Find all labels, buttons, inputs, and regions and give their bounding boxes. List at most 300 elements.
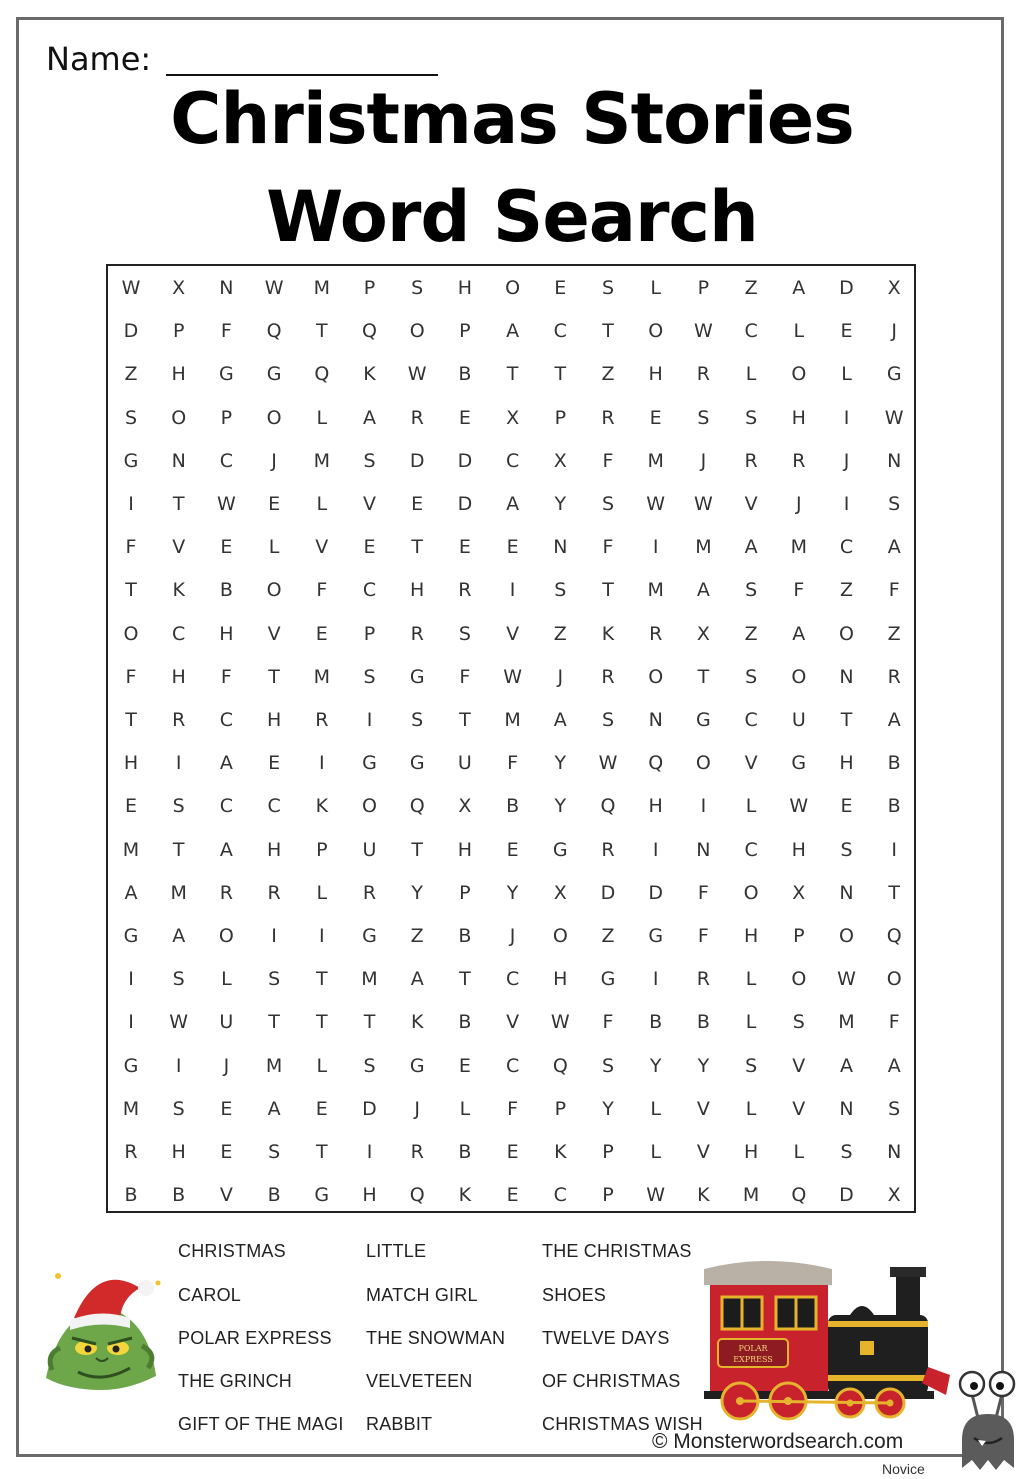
grid-letter[interactable]: A	[219, 752, 233, 775]
grid-letter[interactable]: M	[122, 838, 140, 861]
grid-letter[interactable]: Z	[553, 622, 567, 645]
grid-letter[interactable]: L	[650, 1141, 661, 1163]
grid-letter[interactable]: B	[696, 1011, 710, 1034]
grid-letter[interactable]: F	[316, 579, 328, 602]
grid-letter[interactable]: I	[366, 709, 373, 731]
grid-letter[interactable]: S	[601, 709, 615, 731]
grid-letter[interactable]: N	[696, 838, 711, 861]
grid-letter[interactable]: A	[363, 406, 376, 429]
grid-letter[interactable]: V	[792, 1097, 806, 1120]
grid-letter[interactable]: E	[554, 277, 567, 299]
grid-letter[interactable]: I	[509, 579, 516, 602]
grid-letter[interactable]: B	[649, 1011, 663, 1034]
grid-letter[interactable]: M	[361, 968, 378, 991]
grid-letter[interactable]: G	[123, 449, 139, 472]
grid-letter[interactable]: K	[315, 795, 329, 818]
grid-letter[interactable]: M	[647, 449, 664, 472]
grid-letter[interactable]: U	[362, 838, 377, 861]
grid-letter[interactable]: E	[840, 795, 853, 818]
grid-letter[interactable]: A	[792, 622, 806, 645]
grid-letter[interactable]: M	[170, 881, 187, 904]
grid-letter[interactable]: S	[601, 1054, 615, 1077]
grid-letter[interactable]: I	[128, 1011, 134, 1034]
grid-letter[interactable]: P	[602, 1184, 614, 1207]
grid-letter[interactable]: F	[793, 579, 805, 602]
grid-letter[interactable]: R	[124, 1141, 138, 1163]
grid-letter[interactable]: L	[316, 406, 328, 429]
grid-letter[interactable]: W	[503, 665, 522, 688]
grid-letter[interactable]: E	[458, 406, 471, 429]
grid-letter[interactable]: Z	[839, 579, 854, 602]
grid-letter[interactable]: H	[266, 709, 282, 731]
grid-letter[interactable]: S	[601, 277, 615, 299]
grid-letter[interactable]: H	[266, 838, 282, 861]
grid-letter[interactable]: S	[601, 493, 615, 515]
grid-letter[interactable]: G	[266, 363, 282, 386]
grid-letter[interactable]: B	[887, 752, 901, 775]
grid-letter[interactable]: Q	[314, 363, 330, 386]
grid-letter[interactable]: H	[171, 1141, 186, 1163]
grid-letter[interactable]: J	[271, 449, 277, 472]
grid-letter[interactable]: U	[457, 752, 472, 775]
grid-letter[interactable]: U	[219, 1011, 234, 1034]
grid-letter[interactable]: B	[267, 1184, 281, 1207]
grid-letter[interactable]: M	[838, 1011, 855, 1034]
grid-letter[interactable]: S	[268, 1141, 281, 1163]
grid-letter[interactable]: A	[410, 968, 424, 991]
grid-letter[interactable]: N	[553, 536, 568, 559]
grid-letter[interactable]: F	[459, 665, 471, 688]
grid-letter[interactable]: R	[410, 622, 424, 645]
grid-letter[interactable]: H	[123, 752, 139, 775]
grid-letter[interactable]: F	[697, 881, 709, 904]
grid-letter[interactable]: F	[697, 925, 709, 947]
grid-letter[interactable]: R	[172, 709, 186, 731]
grid-letter[interactable]: T	[840, 709, 853, 731]
grid-letter[interactable]: S	[411, 277, 424, 299]
grid-letter[interactable]: P	[697, 277, 710, 299]
grid-letter[interactable]: O	[552, 925, 568, 947]
grid-letter[interactable]: E	[220, 536, 233, 559]
grid-letter[interactable]: E	[458, 1054, 471, 1077]
grid-letter[interactable]: F	[602, 449, 614, 472]
grid-letter[interactable]: O	[743, 881, 759, 904]
grid-letter[interactable]: L	[316, 493, 328, 515]
grid-letter[interactable]: N	[887, 449, 902, 472]
grid-letter[interactable]: A	[267, 1097, 281, 1120]
grid-letter[interactable]: Q	[886, 925, 902, 947]
grid-letter[interactable]: N	[839, 665, 854, 688]
grid-letter[interactable]: E	[649, 406, 662, 429]
grid-letter[interactable]: V	[315, 536, 329, 559]
grid-letter[interactable]: X	[553, 881, 567, 904]
grid-letter[interactable]: P	[554, 1097, 567, 1120]
grid-letter[interactable]: L	[745, 1011, 757, 1034]
grid-letter[interactable]: P	[793, 925, 805, 947]
grid-letter[interactable]: T	[411, 838, 423, 861]
grid-letter[interactable]: E	[315, 1097, 328, 1120]
grid-letter[interactable]: F	[125, 536, 137, 559]
grid-letter[interactable]: B	[172, 1184, 186, 1207]
grid-letter[interactable]: G	[552, 838, 568, 861]
grid-letter[interactable]: Q	[266, 320, 282, 343]
grid-letter[interactable]: D	[409, 449, 425, 472]
grid-letter[interactable]: T	[697, 665, 710, 688]
grid-letter[interactable]: A	[792, 277, 806, 299]
grid-letter[interactable]: S	[172, 968, 185, 991]
grid-letter[interactable]: M	[265, 1054, 283, 1077]
grid-letter[interactable]: O	[505, 277, 521, 299]
grid-letter[interactable]: L	[316, 881, 328, 904]
grid-letter[interactable]: W	[884, 406, 904, 429]
grid-letter[interactable]: D	[648, 881, 663, 904]
grid-letter[interactable]: R	[696, 363, 710, 386]
grid-letter[interactable]: C	[744, 320, 758, 343]
grid-letter[interactable]: A	[219, 838, 233, 861]
grid-letter[interactable]: R	[601, 838, 615, 861]
grid-letter[interactable]: S	[888, 493, 901, 515]
grid-letter[interactable]: E	[506, 536, 519, 559]
grid-letter[interactable]: D	[362, 1097, 377, 1120]
grid-letter[interactable]: T	[315, 320, 328, 343]
grid-letter[interactable]: S	[840, 838, 853, 861]
grid-letter[interactable]: W	[598, 752, 618, 775]
grid-letter[interactable]: O	[218, 925, 234, 947]
grid-letter[interactable]: L	[745, 795, 757, 818]
grid-letter[interactable]: C	[744, 709, 758, 731]
grid-letter[interactable]: A	[124, 881, 138, 904]
grid-letter[interactable]: T	[125, 709, 137, 731]
grid-letter[interactable]: Q	[409, 1184, 425, 1207]
grid-letter[interactable]: O	[791, 363, 807, 386]
grid-letter[interactable]: H	[171, 665, 186, 688]
grid-letter[interactable]: H	[743, 1141, 759, 1163]
grid-letter[interactable]: Y	[554, 493, 567, 515]
grid-letter[interactable]: M	[313, 277, 330, 299]
grid-letter[interactable]: V	[219, 1184, 233, 1207]
grid-letter[interactable]: E	[315, 622, 328, 645]
grid-letter[interactable]: X	[792, 881, 806, 904]
grid-letter[interactable]: A	[172, 925, 186, 947]
grid-letter[interactable]: M	[790, 536, 807, 559]
grid-letter[interactable]: R	[649, 622, 663, 645]
grid-letter[interactable]: P	[554, 406, 567, 429]
grid-letter[interactable]: I	[128, 968, 134, 991]
grid-letter[interactable]: C	[362, 579, 377, 602]
grid-letter[interactable]: B	[458, 363, 472, 386]
grid-letter[interactable]: G	[600, 968, 616, 991]
grid-letter[interactable]: O	[266, 579, 282, 602]
grid-letter[interactable]: T	[172, 838, 185, 861]
grid-letter[interactable]: S	[172, 795, 185, 818]
grid-letter[interactable]: P	[172, 320, 185, 343]
grid-letter[interactable]: G	[409, 1054, 425, 1077]
grid-letter[interactable]: Z	[410, 925, 424, 947]
grid-letter[interactable]: S	[363, 1054, 376, 1077]
grid-letter[interactable]: A	[840, 1054, 853, 1077]
grid-letter[interactable]: T	[888, 881, 900, 904]
grid-letter[interactable]: I	[700, 795, 707, 818]
grid-letter[interactable]: H	[171, 363, 186, 386]
grid-letter[interactable]: E	[840, 320, 853, 343]
grid-letter[interactable]: C	[505, 968, 520, 991]
grid-letter[interactable]: H	[648, 795, 663, 818]
grid-letter[interactable]: I	[175, 752, 182, 775]
grid-letter[interactable]: H	[410, 579, 425, 602]
grid-letter[interactable]: V	[744, 493, 758, 515]
grid-letter[interactable]: E	[268, 752, 281, 775]
grid-letter[interactable]: T	[125, 579, 137, 602]
grid-letter[interactable]: H	[219, 622, 234, 645]
grid-letter[interactable]: V	[792, 1054, 806, 1077]
grid-letter[interactable]: C	[172, 622, 186, 645]
grid-letter[interactable]: O	[791, 665, 807, 688]
grid-letter[interactable]: K	[458, 1184, 472, 1207]
grid-letter[interactable]: S	[745, 406, 758, 429]
grid-letter[interactable]: R	[410, 1141, 424, 1163]
grid-letter[interactable]: M	[742, 1184, 760, 1207]
grid-letter[interactable]: N	[839, 1097, 854, 1120]
grid-letter[interactable]: S	[792, 1011, 805, 1034]
grid-letter[interactable]: C	[219, 795, 234, 818]
grid-letter[interactable]: B	[506, 795, 520, 818]
grid-letter[interactable]: A	[887, 1054, 901, 1077]
grid-letter[interactable]: R	[887, 665, 901, 688]
grid-letter[interactable]: F	[602, 536, 614, 559]
grid-letter[interactable]: F	[125, 665, 137, 688]
grid-letter[interactable]: G	[362, 752, 377, 775]
grid-letter[interactable]: L	[268, 536, 280, 559]
grid-letter[interactable]: Q	[648, 752, 664, 775]
grid-letter[interactable]: R	[267, 881, 281, 904]
grid-letter[interactable]: S	[411, 709, 424, 731]
grid-letter[interactable]: G	[886, 363, 902, 386]
grid-letter[interactable]: X	[553, 449, 567, 472]
grid-letter[interactable]: U	[791, 709, 806, 731]
grid-letter[interactable]: M	[313, 449, 330, 472]
grid-letter[interactable]: T	[554, 363, 567, 386]
grid-letter[interactable]: K	[172, 579, 185, 602]
grid-letter[interactable]: W	[646, 493, 666, 515]
grid-letter[interactable]: H	[743, 925, 759, 947]
grid-letter[interactable]: C	[553, 1184, 567, 1207]
name-line[interactable]	[166, 74, 438, 76]
grid-letter[interactable]: X	[887, 1184, 901, 1207]
grid-letter[interactable]: R	[601, 665, 615, 688]
grid-letter[interactable]: B	[458, 925, 472, 947]
grid-letter[interactable]: W	[646, 1184, 666, 1207]
grid-letter[interactable]: H	[839, 752, 854, 775]
grid-letter[interactable]: R	[410, 406, 424, 429]
grid-letter[interactable]: F	[602, 1011, 614, 1034]
grid-letter[interactable]: S	[268, 968, 281, 991]
grid-letter[interactable]: J	[700, 449, 707, 472]
grid-letter[interactable]: Q	[791, 1184, 807, 1207]
grid-letter[interactable]: G	[409, 752, 425, 775]
grid-letter[interactable]: W	[550, 1011, 570, 1034]
grid-letter[interactable]: C	[219, 449, 234, 472]
grid-letter[interactable]: P	[363, 277, 376, 299]
grid-letter[interactable]: S	[745, 1054, 758, 1077]
grid-letter[interactable]: E	[268, 493, 281, 515]
grid-letter[interactable]: S	[458, 622, 471, 645]
grid-letter[interactable]: I	[652, 968, 659, 991]
grid-letter[interactable]: I	[652, 536, 659, 559]
grid-letter[interactable]: Q	[362, 320, 377, 343]
grid-letter[interactable]: T	[459, 709, 471, 731]
grid-letter[interactable]: A	[506, 320, 520, 343]
grid-letter[interactable]: O	[839, 622, 854, 645]
grid-letter[interactable]: D	[457, 493, 473, 515]
grid-letter[interactable]: A	[887, 709, 901, 731]
grid-letter[interactable]: E	[506, 838, 519, 861]
grid-letter[interactable]: E	[220, 1141, 233, 1163]
grid-letter[interactable]: N	[648, 709, 663, 731]
grid-letter[interactable]: Y	[554, 795, 567, 818]
grid-letter[interactable]: X	[172, 277, 186, 299]
grid-letter[interactable]: Y	[506, 881, 519, 904]
grid-letter[interactable]: F	[220, 320, 232, 343]
grid-letter[interactable]: W	[121, 277, 141, 299]
grid-letter[interactable]: R	[458, 579, 472, 602]
grid-letter[interactable]: H	[791, 406, 806, 429]
grid-letter[interactable]: T	[602, 320, 614, 343]
grid-letter[interactable]: H	[791, 838, 806, 861]
grid-letter[interactable]: L	[650, 1097, 661, 1120]
grid-letter[interactable]: E	[220, 1097, 233, 1120]
grid-letter[interactable]: G	[696, 709, 711, 731]
grid-letter[interactable]: O	[266, 406, 282, 429]
grid-letter[interactable]: G	[409, 665, 425, 688]
grid-letter[interactable]: D	[839, 277, 854, 299]
grid-letter[interactable]: T	[459, 968, 471, 991]
grid-letter[interactable]: W	[693, 493, 713, 515]
grid-letter[interactable]: I	[318, 752, 325, 775]
grid-letter[interactable]: N	[839, 881, 854, 904]
grid-letter[interactable]: L	[745, 968, 757, 991]
grid-letter[interactable]: J	[795, 493, 802, 515]
grid-letter[interactable]: K	[410, 1011, 424, 1034]
grid-letter[interactable]: T	[315, 1141, 328, 1163]
grid-letter[interactable]: Y	[697, 1054, 710, 1077]
grid-letter[interactable]: A	[506, 493, 520, 515]
grid-letter[interactable]: I	[891, 838, 897, 861]
grid-letter[interactable]: C	[553, 320, 567, 343]
grid-letter[interactable]: C	[505, 1054, 520, 1077]
grid-letter[interactable]: R	[315, 709, 329, 731]
grid-letter[interactable]: N	[171, 449, 186, 472]
grid-letter[interactable]: O	[886, 968, 902, 991]
grid-letter[interactable]: T	[602, 579, 614, 602]
grid-letter[interactable]: S	[840, 1141, 853, 1163]
grid-letter[interactable]: P	[602, 1141, 614, 1163]
grid-letter[interactable]: L	[793, 1141, 805, 1163]
grid-letter[interactable]: Z	[601, 363, 615, 386]
grid-letter[interactable]: S	[697, 406, 710, 429]
grid-letter[interactable]: F	[507, 1097, 519, 1120]
grid-letter[interactable]: B	[458, 1011, 472, 1034]
grid-letter[interactable]: M	[695, 536, 712, 559]
grid-letter[interactable]: M	[504, 709, 521, 731]
grid-letter[interactable]: E	[506, 1141, 519, 1163]
grid-letter[interactable]: T	[268, 665, 280, 688]
grid-letter[interactable]: W	[789, 795, 809, 818]
grid-letter[interactable]: B	[219, 579, 233, 602]
grid-letter[interactable]: C	[219, 709, 234, 731]
grid-letter[interactable]: D	[839, 1184, 854, 1207]
letter-grid[interactable]	[106, 264, 916, 1213]
grid-letter[interactable]: M	[122, 1097, 140, 1120]
grid-letter[interactable]: O	[362, 795, 377, 818]
grid-letter[interactable]: X	[458, 795, 472, 818]
grid-letter[interactable]: L	[316, 1054, 328, 1077]
grid-letter[interactable]: A	[744, 536, 758, 559]
grid-letter[interactable]: V	[506, 622, 520, 645]
grid-letter[interactable]: Z	[601, 925, 615, 947]
grid-letter[interactable]: S	[124, 406, 138, 429]
grid-letter[interactable]: S	[363, 665, 376, 688]
grid-letter[interactable]: A	[887, 536, 901, 559]
grid-letter[interactable]: R	[744, 449, 758, 472]
grid-letter[interactable]: G	[362, 925, 377, 947]
grid-letter[interactable]: I	[652, 838, 659, 861]
grid-letter[interactable]: Q	[552, 1054, 568, 1077]
grid-letter[interactable]: C	[505, 449, 520, 472]
grid-letter[interactable]: L	[745, 1097, 757, 1120]
grid-letter[interactable]: A	[553, 709, 567, 731]
grid-letter[interactable]: B	[887, 795, 901, 818]
grid-letter[interactable]: P	[459, 320, 471, 343]
grid-letter[interactable]: V	[506, 1011, 520, 1034]
grid-letter[interactable]: Z	[124, 363, 138, 386]
grid-letter[interactable]: O	[695, 752, 711, 775]
grid-letter[interactable]: X	[887, 277, 901, 299]
grid-letter[interactable]: J	[223, 1054, 230, 1077]
grid-letter[interactable]: G	[648, 925, 664, 947]
grid-letter[interactable]: J	[891, 320, 897, 343]
grid-letter[interactable]: H	[648, 363, 663, 386]
grid-letter[interactable]: T	[268, 1011, 280, 1034]
grid-letter[interactable]: K	[554, 1141, 567, 1163]
grid-letter[interactable]: P	[316, 838, 328, 861]
grid-letter[interactable]: K	[601, 622, 615, 645]
grid-letter[interactable]: T	[172, 493, 185, 515]
grid-letter[interactable]: V	[363, 493, 376, 515]
grid-letter[interactable]: N	[219, 277, 234, 299]
grid-letter[interactable]: B	[124, 1184, 138, 1207]
grid-letter[interactable]: T	[506, 363, 519, 386]
grid-letter[interactable]: T	[315, 1011, 328, 1034]
grid-letter[interactable]: H	[362, 1184, 377, 1207]
grid-letter[interactable]: M	[647, 579, 664, 602]
grid-letter[interactable]: R	[792, 449, 806, 472]
grid-letter[interactable]: G	[314, 1184, 330, 1207]
grid-letter[interactable]: W	[264, 277, 284, 299]
grid-letter[interactable]: H	[457, 838, 473, 861]
grid-letter[interactable]: W	[407, 363, 427, 386]
grid-letter[interactable]: W	[169, 1011, 189, 1034]
grid-letter[interactable]: V	[267, 622, 281, 645]
grid-letter[interactable]: I	[843, 493, 850, 515]
grid-letter[interactable]: O	[648, 665, 664, 688]
grid-letter[interactable]: C	[267, 795, 281, 818]
grid-letter[interactable]: B	[458, 1141, 472, 1163]
grid-letter[interactable]: R	[696, 968, 710, 991]
grid-letter[interactable]: L	[459, 1097, 471, 1120]
grid-letter[interactable]: L	[793, 320, 805, 343]
grid-letter[interactable]: L	[745, 363, 757, 386]
grid-letter[interactable]: O	[648, 320, 664, 343]
